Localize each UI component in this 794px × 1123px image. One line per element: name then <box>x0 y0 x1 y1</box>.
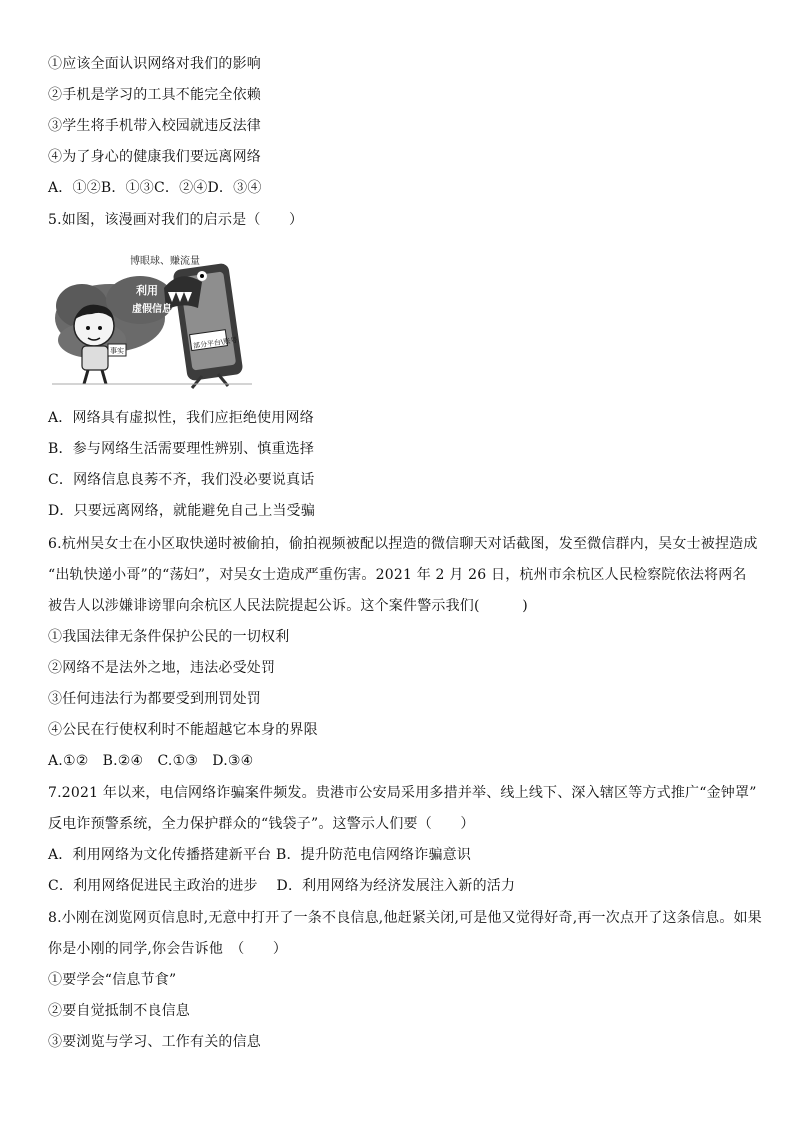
q5-option-b: B．参与网络生活需要理性辨别、慎重选择 <box>48 441 315 457</box>
q8-stem-line-2: 你是小刚的同学,你会告诉他 （ ） <box>48 941 288 957</box>
q7-stem-line-1: 7.2021 年以来，电信网络诈骗案件频发。贵港市公安局采用多措并举、线上线下、深入辖区等方式推广“金钟罩” <box>48 785 757 801</box>
q4-item-2: ②手机是学习的工具不能完全依赖 <box>48 87 261 103</box>
cartoon-caption: 博眼球、赚流量 <box>130 256 200 267</box>
q6-item-4: ④公民在行使权利时不能超越它本身的界限 <box>48 722 318 738</box>
q6-stem-line-1: 6.杭州吴女士在小区取快递时被偷拍，偷拍视频被配以捏造的微信聊天对话截图，发至微信群内，吴女士被捏造成 <box>48 536 758 552</box>
q7-options-cd: C．利用网络促进民主政治的进步 D．利用网络为经济发展注入新的活力 <box>48 878 516 894</box>
q4-item-3: ③学生将手机带入校园就违反法律 <box>48 118 261 134</box>
cartoon-phone-label: 部分平台\账号 <box>192 336 238 351</box>
q4-item-1: ①应该全面认识网络对我们的影响 <box>48 56 261 72</box>
q8-item-1: ①要学会“信息节食” <box>48 972 177 988</box>
q8-item-3: ③要浏览与学习、工作有关的信息 <box>48 1034 261 1050</box>
q5-stem: 5.如图，该漫画对我们的启示是（ ） <box>48 212 304 228</box>
cartoon-banner-2: 虚假信息 <box>132 304 172 315</box>
cartoon-bag-label: 事实 <box>110 347 124 355</box>
q8-item-2: ②要自觉抵制不良信息 <box>48 1003 190 1019</box>
q6-options: A.①② B.②④ C.①③ D.③④ <box>48 753 254 769</box>
q6-item-2: ②网络不是法外之地，违法必受处罚 <box>48 660 276 676</box>
q4-options: A．①②B．①③C．②④D．③④ <box>48 180 262 196</box>
q5-option-d: D．只要远离网络，就能避免自己上当受骗 <box>48 503 316 519</box>
q6-item-3: ③任何违法行为都要受到刑罚处罚 <box>48 691 261 707</box>
q7-options-ab: A．利用网络为文化传播搭建新平台 B．提升防范电信网络诈骗意识 <box>48 847 472 863</box>
q6-stem-line-2: “出轨快递小哥”的“荡妇”，对吴女士造成严重伤害。2021 年 2 月 26 日，杭州市余杭区人民检察院依法将两名 <box>48 567 747 583</box>
q6-stem-line-3: 被告人以涉嫌诽谤罪向余杭区人民法院提起公诉。这个案件警示我们( ) <box>48 598 528 614</box>
q6-item-1: ①我国法律无条件保护公民的一切权利 <box>48 629 290 645</box>
cartoon-banner-1: 利用 <box>136 284 158 297</box>
q4-item-4: ④为了身心的健康我们要远离网络 <box>48 149 261 165</box>
cartoon-image <box>52 248 252 390</box>
q8-stem-line-1: 8.小刚在浏览网页信息时,无意中打开了一条不良信息,他赶紧关闭,可是他又觉得好奇,再一次点开了这条信息。如果 <box>48 910 762 926</box>
q5-option-a: A．网络具有虚拟性，我们应拒绝使用网络 <box>48 410 314 426</box>
q7-stem-line-2: 反电诈预警系统，全力保护群众的“钱袋子”。这警示人们要（ ） <box>48 816 475 832</box>
q5-option-c: C．网络信息良莠不齐，我们没必要说真话 <box>48 472 315 488</box>
